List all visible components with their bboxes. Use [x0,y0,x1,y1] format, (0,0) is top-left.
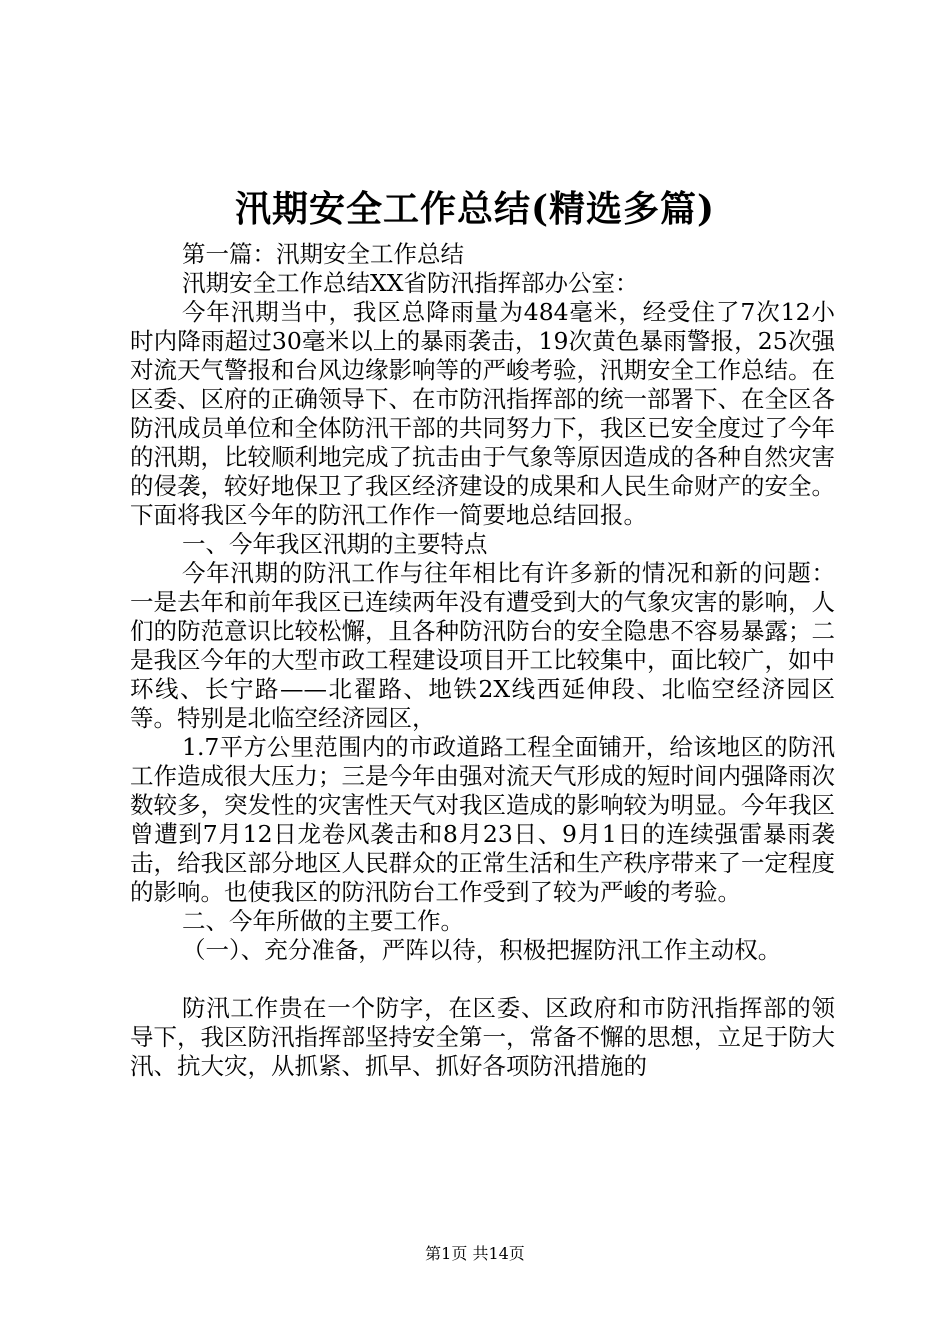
paragraph-section-heading: 第一篇：汛期安全工作总结 [182,240,464,268]
page-footer: 第1页 共14页 [425,1244,525,1263]
paragraph-addressee: 汛期安全工作总结XX省防汛指挥部办公室： [182,269,639,297]
paragraph-heading-work: 二、今年所做的主要工作。 [182,907,464,935]
paragraph-features-1: 今年汛期的防汛工作与往年相比有许多新的情况和新的问题：一是去年和前年我区已连续两年没有遭受到大的气象灾害的影响，人们的防范意识比较松懈，且各种防汛防台的安全隐患不容易暴露；二是我区今年的大型市政工程建设项目开工比较集中，面比较广，如中环线、长宁路——北翟路、地铁2X线西延伸段、北临空经济园区等。特别是北临空经济园区， [130,559,835,732]
paragraph-subheading-preparation: （一）、充分准备，严阵以待，积极把握防汛工作主动权。 [182,936,782,964]
paragraph-features-2: 1.7平方公里范围内的市政道路工程全面铺开，给该地区的防汛工作造成很大压力；三是今年由强对流天气形成的短时间内强降雨次数较多，突发性的灾害性天气对我区造成的影响较为明显。今年我区曾遭到7月12日龙卷风袭击和8月23日、9月1日的连续强雷暴雨袭击，给我区部分地区人民群众的正常生活和生产秩序带来了一定程度的影响。也使我区的防汛防台工作受到了较为严峻的考验。 [130,733,835,906]
paragraph-overview: 今年汛期当中，我区总降雨量为484毫米，经受住了7次12小时内降雨超过30毫米以上的暴雨袭击，19次黄色暴雨警报，25次强对流天气警报和台风边缘影响等的严峻考验，汛期安全工作总结。在区委、区府的正确领导下、在市防汛指挥部的统一部署下、在全区各防汛成员单位和全体防汛干部的共同努力下，我区已安全度过了今年的汛期，比较顺利地完成了抗击由于气象等原因造成的各种自然灾害的侵袭，较好地保卫了我区经济建设的成果和人民生命财产的安全。下面将我区今年的防汛工作作一简要地总结回报。 [130,298,835,529]
document-body [130,240,835,1081]
document-title: 汛期安全工作总结(精选多篇) [234,188,716,230]
paragraph-heading-features: 一、今年我区汛期的主要特点 [182,530,488,558]
paragraph-preparation: 防汛工作贵在一个防字，在区委、区政府和市防汛指挥部的领导下，我区防汛指挥部坚持安全第一，常备不懈的思想，立足于防大汛、抗大灾，从抓紧、抓早、抓好各项防汛措施的 [130,994,835,1080]
